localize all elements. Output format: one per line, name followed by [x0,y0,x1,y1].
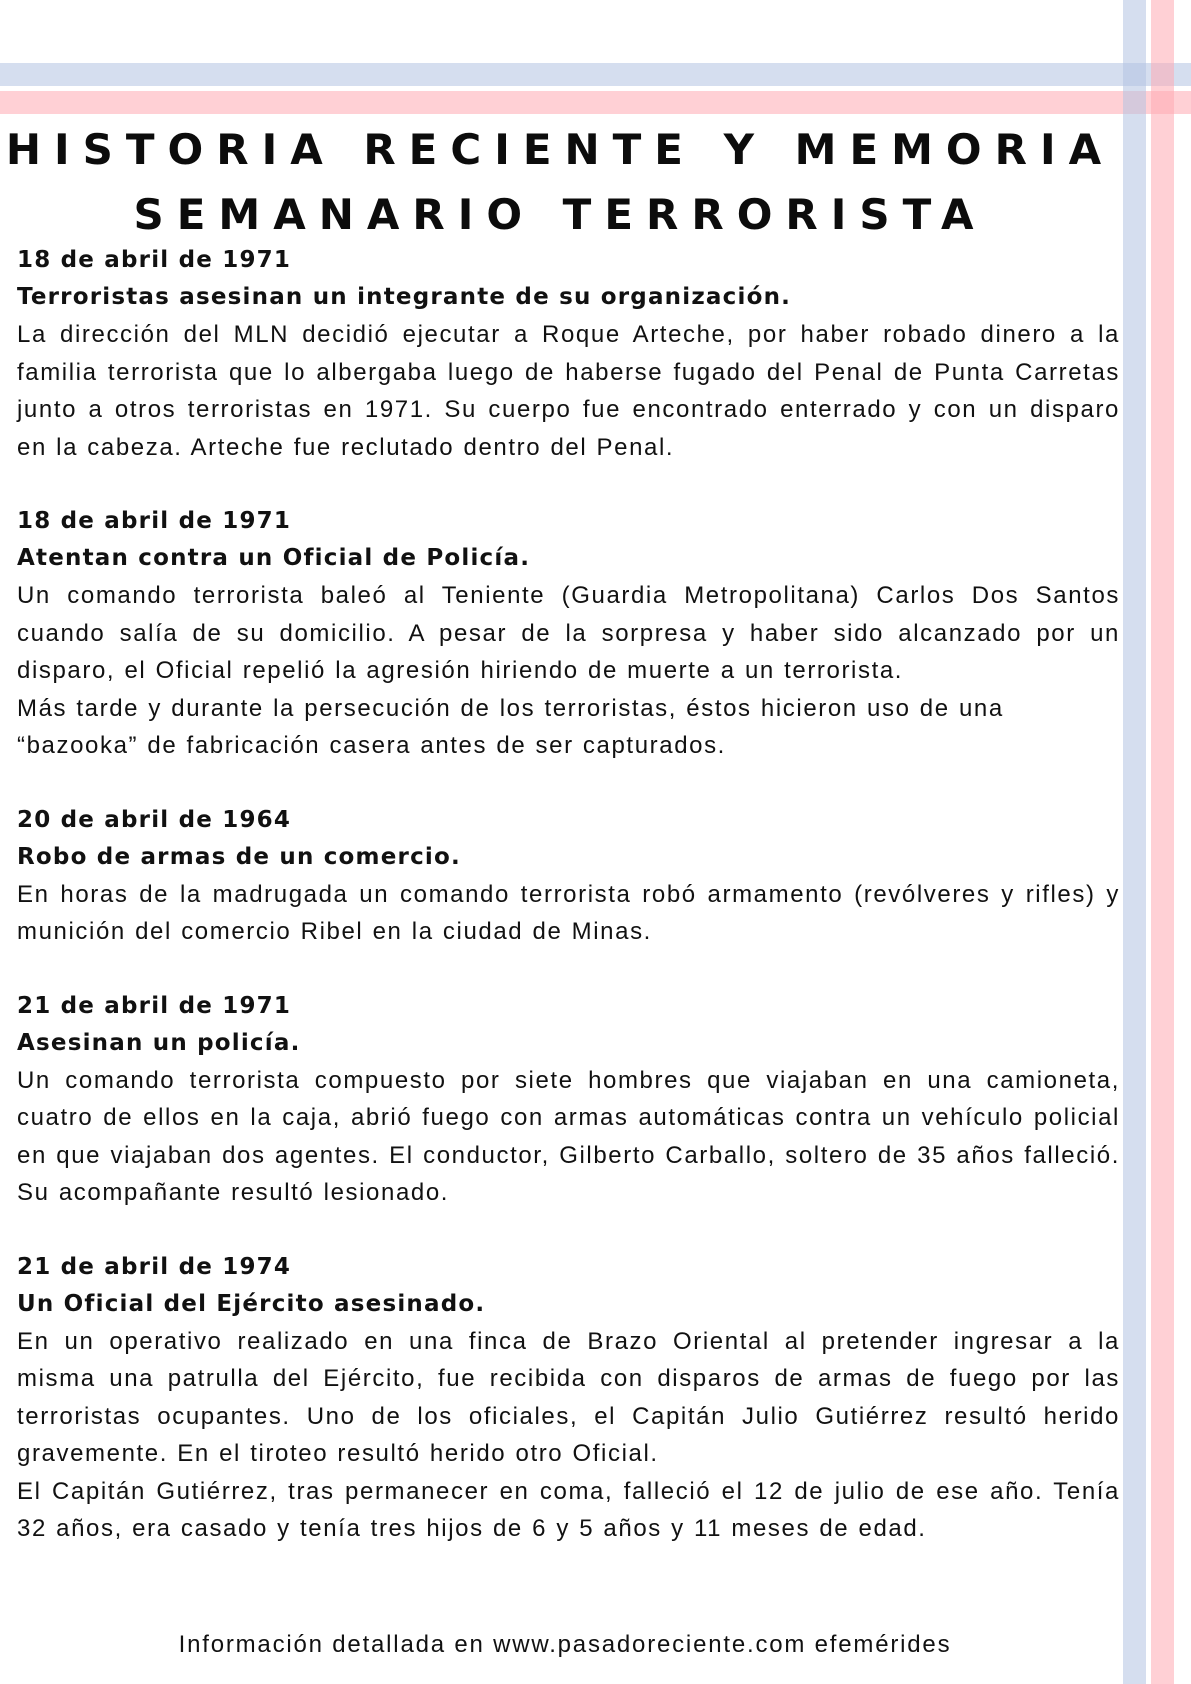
entry-paragraph: La dirección del MLN decidió ejecutar a Roque Arteche, por haber robado dinero a la familia terrorista que lo albergaba luego de haberse fugado del Penal de Punta Carretas junto a otros terroristas en 1971. Su cuerpo fue encontrado enterrado y con un disparo en la cabeza. Arteche fue reclutado dentro del Penal. [17,321,1120,461]
entry [17,802,1120,951]
entry-headline: Un Oficial del Ejército asesinado. [17,1290,486,1317]
entry-headline: Terroristas asesinan un integrante de su organización. [17,284,792,310]
entry-date: 21 de abril de 1971 [17,992,292,1019]
entry-paragraph: Un comando terrorista baleó al Teniente (Guardia Metropolitana) Carlos Dos Santos cuando salía de su domicilio. A pesar de la sorpresa y haber sido alcanzado por un disparo, el Oficial repelió la agresión hiriendo de muerte a un terrorista. [17,582,1120,684]
footer-source-note: Información detallada en www.pasadoreciente.com efemérides [178,1631,952,1658]
entry [17,242,1120,466]
entry-headline: Robo de armas de un comercio. [17,843,461,870]
entry-date: 20 de abril de 1964 [17,806,292,833]
decorative-stripe-horizontal-blue [0,63,1191,86]
entry-paragraph: El Capitán Gutiérrez, tras permanecer en coma, falleció el 12 de julio de ese año. Tenía 32 años, era casado y tenía tres hijos de 6 y 5 años y 11 meses de edad. [17,1477,1120,1542]
entry-date: 18 de abril de 1971 [17,247,292,273]
entry-date: 18 de abril de 1971 [17,508,292,534]
entry-paragraph: En horas de la madrugada un comando terrorista robó armamento (revólveres y rifles) y munición del comercio Ribel en la ciudad de Minas. [17,880,1120,945]
entry-date: 21 de abril de 1974 [17,1253,292,1280]
page-title [0,117,1120,247]
entry-headline: Asesinan un policía. [17,1029,301,1056]
entry-paragraph: En un operativo realizado en una finca de Brazo Oriental al pretender ingresar a la misma una patrulla del Ejército, fue recibida con disparos de armas de fuego por las terroristas ocupantes. Uno de los oficiales, el Capitán Julio Gutiérrez resultó herido gravemente. En el tiroteo resultó herido otro Oficial. [17,1327,1120,1467]
entry-headline: Atentan contra un Oficial de Policía. [17,545,531,571]
decorative-stripe-horizontal-red [0,91,1191,114]
entry [17,988,1120,1212]
entries-list [17,242,1120,1585]
decorative-stripe-vertical-blue [1123,0,1146,1684]
entry-paragraph: Más tarde y durante la persecución de los terroristas, éstos hicieron uso de una “bazooka” de fabricación casera antes de ser capturados. [17,694,1004,759]
title-line-2: SEMANARIO TERRORISTA [133,190,987,239]
entry [17,503,1120,765]
entry-paragraph: Un comando terrorista compuesto por siete hombres que viajaban en una camioneta, cuatro de ellos en la caja, abrió fuego con armas automáticas contra un vehículo policial en que viajaban dos agentes. El conductor, Gilberto Carballo, soltero de 35 años falleció. Su acompañante resultó lesionado. [17,1066,1120,1206]
decorative-stripe-vertical-red [1151,0,1174,1684]
title-line-1: HISTORIA RECIENTE Y MEMORIA [5,125,1115,174]
entry [17,1249,1120,1548]
